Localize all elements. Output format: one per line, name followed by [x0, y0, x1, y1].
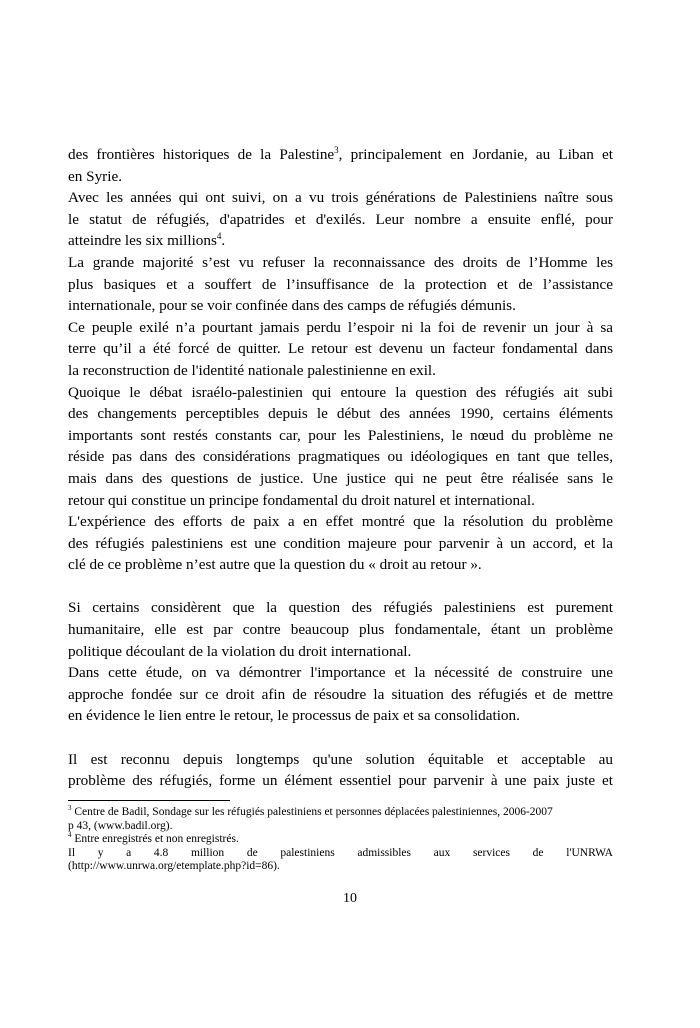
- text-line: problème des réfugiés, forme un élément essentiel pour parvenir à une paix juste et: [68, 772, 613, 790]
- text-line: Ce peuple exilé n’a pourtant jamais perdu l’espoir ni la foi de revenir un jour à sa: [68, 318, 613, 336]
- text-line: plus basiques et a souffert de l’insuffisance de la protection et de l’assistance: [68, 275, 613, 293]
- text-line: approche fondée sur ce droit afin de résoudre la situation des réfugiés et de mettre: [68, 685, 613, 703]
- text-line: des réfugiés palestiniens est une condition majeure pour parvenir à un accord, et la: [68, 534, 613, 552]
- footnote-4-url[interactable]: (http://www.unrwa.org/etemplate.php?id=86).: [68, 860, 280, 873]
- text-line: importants sont restés constants car, pour les Palestiniens, le nœud du problème ne: [68, 426, 613, 444]
- text-line: mais dans des questions de justice. Une justice qui ne peut être réalisée sans le: [68, 469, 613, 487]
- footnote-4: $^4$ Entre enregistrés et non enregistrés.: [68, 831, 239, 846]
- text-line: terre qu’il a été forcé de quitter. Le retour est devenu un facteur fondamental dans: [68, 340, 613, 358]
- text-line: Si certains considèrent que la question des réfugiés palestiniens est purement: [68, 599, 613, 617]
- footnote-mark: 4: [68, 831, 72, 840]
- page-number: 10: [343, 891, 357, 906]
- text-line: politique découlant de la violation du droit international.: [68, 642, 412, 660]
- paragraph-gap: [68, 576, 613, 598]
- text-line: L'expérience des efforts de paix a en effet montré que la résolution du problème: [68, 513, 613, 531]
- text-line: clé de ce problème n’est autre que la question du « droit au retour ».: [68, 556, 482, 574]
- footnotes: [68, 806, 613, 874]
- footnote-3: $^3$ Centre de Badil, Sondage sur les réfugiés palestiniens et personnes déplacées palestiniennes, 2006-2007: [68, 804, 553, 818]
- text-line: Avec les années qui ont suivi, on a vu trois générations de Palestiniens naître sous: [68, 189, 613, 207]
- footnote-3-cont: p 43, (www.badil.org).: [68, 819, 173, 832]
- text-line: internationale, pour se voir confinée dans des camps de réfugiés démunis.: [68, 297, 516, 315]
- text-line: des changements perceptibles depuis le début des années 1990, certains éléments: [68, 405, 613, 423]
- text-line: atteindre les six millions$^4$.: [68, 231, 226, 250]
- text-line: le statut de réfugiés, d'apatrides et d'exilés. Leur nombre a ensuite enflé, pour: [68, 210, 613, 228]
- footnote-ref-4[interactable]: 4: [216, 231, 222, 242]
- text-line: humanitaire, elle est par contre beaucoup plus fondamentale, étant un problème: [68, 621, 613, 639]
- text-line: retour qui constitue un principe fondamental du droit naturel et international.: [68, 491, 535, 509]
- footnote-separator: [68, 800, 230, 801]
- footnote-ref-3[interactable]: 3: [334, 144, 339, 155]
- text-line: des frontières historiques de la Palestine$^3$, principalement en Jordanie, au Liban et: [68, 144, 613, 163]
- text-line: La grande majorité s’est vu refuser la reconnaissance des droits de l’Homme les: [68, 253, 613, 271]
- footnote-4-cont: Il y a 4.8 million de palestiniens admissibles aux services de l'UNRWA: [68, 846, 613, 859]
- text-line: Quoique le débat israélo-palestinien qui entoure la question des réfugiés ait subi: [68, 383, 613, 401]
- body-text: [68, 144, 613, 792]
- text-line: la reconstruction de l'identité nationale palestinienne en exil.: [68, 361, 436, 379]
- paragraph-gap: [68, 727, 613, 749]
- text-line: en évidence le lien entre le retour, le processus de paix et sa consolidation.: [68, 707, 520, 725]
- text-line: en Syrie.: [68, 167, 122, 185]
- text-line: réside pas dans des considérations pragmatiques ou idéologiques en tant que telles,: [68, 448, 613, 466]
- text-line: Dans cette étude, on va démontrer l'importance et la nécessité de construire une: [68, 664, 613, 682]
- footnote-mark: 3: [68, 804, 72, 813]
- text-line: Il est reconnu depuis longtemps qu'une solution équitable et acceptable au: [68, 750, 613, 768]
